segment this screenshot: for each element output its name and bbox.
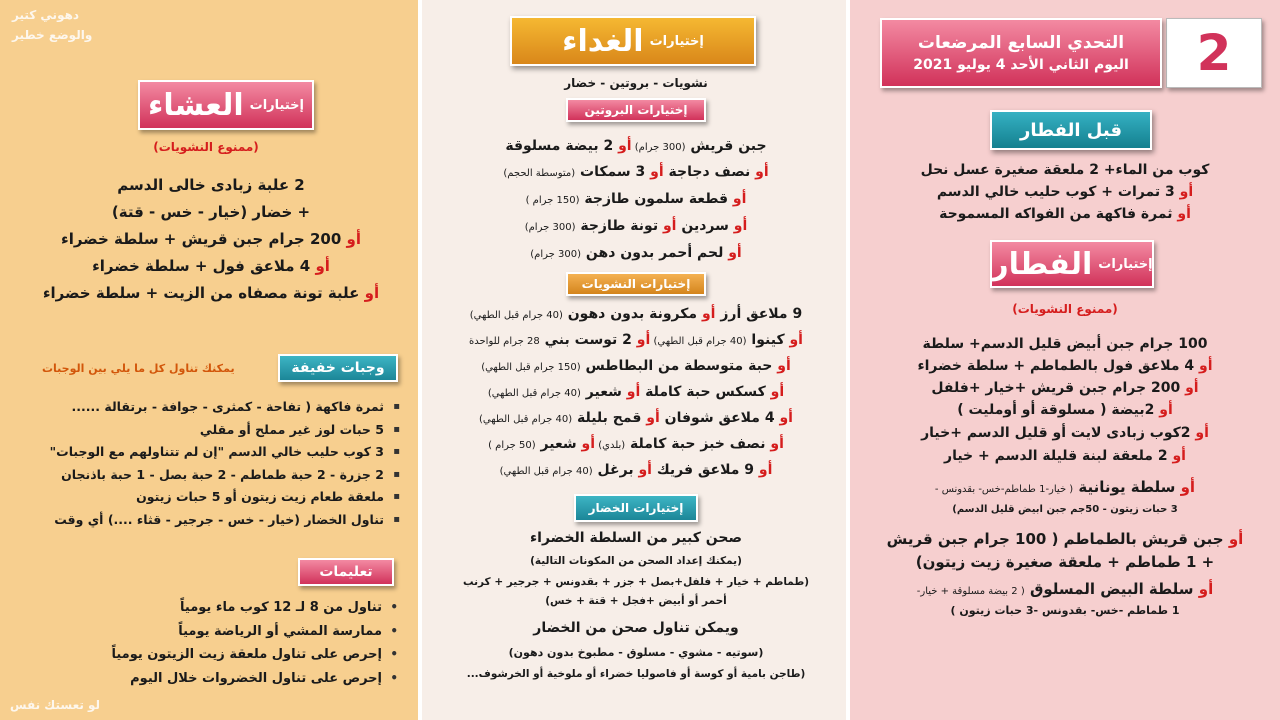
bb-line-3: أو ثمرة فاكهة من الفواكه المسموحة <box>939 206 1191 222</box>
protein-line-5: أو لحم أحمر بدون دهن (300 جرام) <box>530 245 742 261</box>
list-item: ▪ 3 كوب حليب خالي الدسم "إن لم تتناولهم مع الوجبات" <box>50 441 402 464</box>
carbs-label: إختيارات النشويات <box>566 272 706 296</box>
watermark-top-1: دهوني كتير <box>12 8 80 22</box>
veg-line-5: ويمكن تناول صحن من الخضار <box>533 620 739 636</box>
breakfast-line-6: أو 2 ملعقة لبنة قليلة الدسم + خيار <box>944 448 1186 464</box>
carbs-line-7: أو 9 ملاعق فريك أو برغل (40 جرام قبل الطهي) <box>499 462 773 478</box>
list-item: ▪ ثمرة فاكهة ( تفاحة - كمثرى - جوافة - برتقالة ...... <box>50 396 402 419</box>
watermark-top-2: والوضع خطير <box>12 28 93 42</box>
protein-line-4: أو سردين أو تونة طازجة (300 جرام) <box>524 218 748 234</box>
dinner-line-5: أو علبة تونة مصفاه من الزيت + سلطة خضراء <box>42 284 380 302</box>
carbs-line-6: أو نصف خبز حبة كاملة (بلدي) أو شعير (50 جرام ) <box>488 436 784 452</box>
dinner-panel <box>0 0 422 720</box>
breakfast-line-8: أو جبن قريش بالطماطم ( 100 جرام جبن قريش <box>886 530 1244 548</box>
breakfast-line-4: أو 2بيضة ( مسلوقة أو أومليت ) <box>957 402 1173 418</box>
lunch-panel <box>422 0 850 720</box>
dinner-line-1: 2 علبة زبادى خالى الدسم <box>117 176 305 194</box>
breakfast-line-9: أو سلطة البيض المسلوق ( 2 بيضة مسلوقة + خيار- <box>916 580 1214 598</box>
veg-line-2: (يمكنك إعداد الصحن من المكونات التالية) <box>530 555 742 567</box>
breakfast-line-1: 100 جرام جبن أبيض قليل الدسم+ سلطة <box>922 336 1208 352</box>
carbs-line-2: أو كينوا (40 جرام قبل الطهي) أو 2 توست بني 28 جرام للواحدة <box>469 332 803 348</box>
breakfast-line-7b: 3 حبات زيتون - 50جم جبن ابيض قليل الدسم) <box>952 504 1178 515</box>
breakfast-line-2: أو 4 ملاعق فول بالطماطم + سلطة خضراء <box>917 358 1213 374</box>
dinner-no-carbs: (ممنوع النشويات) <box>153 140 259 154</box>
lunch-subtitle: نشويات - بروتين - خضار <box>564 76 708 90</box>
carbs-line-1: 9 ملاعق أرز أو مكرونة بدون دهون (40 جرام قبل الطهي) <box>469 306 803 322</box>
veg-label: إختيارات الخضار <box>574 494 698 522</box>
list-item: ▪ ملعقة طعام زيت زيتون أو 5 حبات زيتون <box>50 486 402 509</box>
breakfast-title-prefix: إختيارات <box>1098 256 1153 272</box>
veg-line-1: صحن كبير من السلطة الخضراء <box>529 530 742 546</box>
instructions-list <box>111 596 400 690</box>
breakfast-panel <box>850 0 1280 720</box>
lunch-title-prefix: إختيارات <box>649 33 704 49</box>
breakfast-title: الفطار <box>991 246 1093 282</box>
veg-line-7: (طاجن بامية أو كوسة أو فاصوليا خضراء أو ملوخية أو الخرشوف... <box>466 668 806 680</box>
carbs-line-3: أو حبة متوسطة من البطاطس (150 جرام قبل الطهي) <box>481 358 791 374</box>
breakfast-line-9b: 1 طماطم -خس- بقدونس -3 حبات زيتون ) <box>950 604 1180 617</box>
list-item: • ممارسة المشي أو الرياضة يومياً <box>111 620 400 644</box>
carbs-line-5: أو 4 ملاعق شوفان أو قمح بليلة (40 جرام قبل الطهي) <box>479 410 793 426</box>
dinner-line-4: أو 4 ملاعق فول + سلطة خضراء <box>92 257 330 275</box>
protein-line-1: جبن قريش (300 جرام) أو 2 بيضة مسلوقة <box>505 138 767 154</box>
list-item: • إحرص على تناول ملعقة زيت الزيتون يومياً <box>111 643 400 667</box>
list-item: • تناول من 8 لـ 12 كوب ماء يومياً <box>111 596 400 620</box>
breakfast-line-5: أو 2كوب زبادى لايت أو قليل الدسم +خيار <box>921 425 1209 441</box>
dinner-title-prefix: إختيارات <box>249 97 304 113</box>
bb-line-2: أو 3 تمرات + كوب حليب خالي الدسم <box>936 184 1194 200</box>
veg-line-3: (طماطم + خيار + فلفل+بصل + جزر + بقدونس + جرجير + كرنب <box>462 576 810 588</box>
snacks-label: وجبات خفيفة <box>278 354 398 382</box>
breakfast-line-3: أو 200 جرام جبن قريش +خيار +فلفل <box>931 380 1199 396</box>
challenge-day: اليوم الثاني الأحد 4 يوليو 2021 <box>913 57 1129 73</box>
carbs-line-4: أو كسكس حبة كاملة أو شعير (40 جرام قبل الطهي) <box>487 384 785 400</box>
lunch-title-box <box>510 16 756 66</box>
dinner-line-3: أو 200 جرام جبن قريش + سلطة خضراء <box>61 230 361 248</box>
list-item: ▪ 2 جزرة - 2 حبة طماطم - 2 حبة بصل - 1 حبة باذنجان <box>50 464 402 487</box>
instructions-label: تعليمات <box>298 558 394 586</box>
bb-line-1: كوب من الماء+ 2 ملعقة صغيرة عسل نحل <box>920 162 1210 178</box>
challenge-title-box <box>880 18 1162 88</box>
list-item: • إحرص على تناول الخضروات خلال اليوم <box>111 667 400 691</box>
breakfast-line-8b: + 1 طماطم + ملعقة صغيرة زيت زيتون) <box>915 553 1215 571</box>
breakfast-no-carbs: (ممنوع النشويات) <box>1012 302 1118 316</box>
protein-line-2: أو نصف دجاجة أو 3 سمكات (متوسطة الحجم) <box>503 164 769 180</box>
breakfast-line-7: أو سلطة يونانية ( خيار-1 طماطم-خس- بقدونس - <box>934 478 1196 496</box>
challenge-title: التحدي السابع المرضعات <box>917 33 1125 53</box>
dinner-title: العشاء <box>148 87 244 123</box>
veg-line-4: أحمر أو أبيض +فجل + قتة + خس) <box>545 595 727 607</box>
lunch-title: الغداء <box>562 23 644 59</box>
protein-line-3: أو قطعة سلمون طازجة (150 جرام ) <box>525 191 747 207</box>
veg-line-6: (سوتيه - مشوي - مسلوق - مطبوخ بدون دهون) <box>508 646 764 659</box>
watermark-bottom: لو تعستك نفس <box>10 698 101 712</box>
list-item: ▪ تناول الخضار (خيار - خس - جرجير - قثاء ....) أي وقت <box>50 509 402 532</box>
breakfast-title-box <box>990 240 1154 288</box>
before-breakfast-label: قبل الفطار <box>990 110 1152 150</box>
dinner-title-box <box>138 80 314 130</box>
snacks-note: يمكنك تناول كل ما يلي بين الوجبات <box>42 362 235 375</box>
day-number: 2 <box>1166 18 1262 88</box>
dinner-line-2: + خضار (خيار - خس - قتة) <box>111 203 311 221</box>
list-item: ▪ 5 حبات لوز غير مملح أو مقلي <box>50 419 402 442</box>
snacks-list <box>50 396 402 531</box>
protein-label: إختيارات البروتين <box>566 98 706 122</box>
